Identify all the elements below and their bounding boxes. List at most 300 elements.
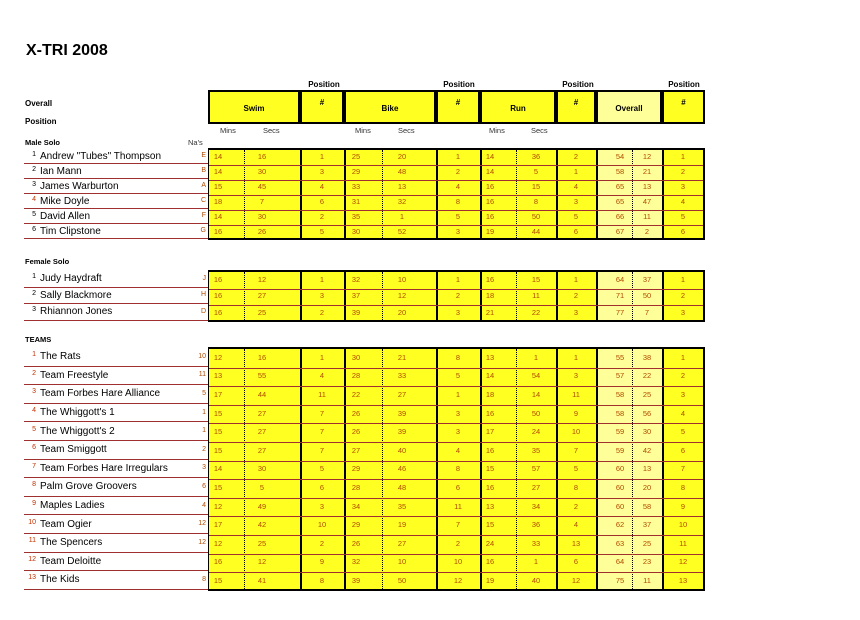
run-position: 3 (573, 371, 579, 381)
run-position: 3 (573, 197, 579, 206)
swim-mins: 18 (213, 197, 223, 206)
competitor-name: The Rats (40, 351, 81, 363)
overall-rank: 4 (32, 195, 36, 203)
bike-header (344, 90, 436, 124)
competitor-name-cell (24, 290, 112, 301)
bike-secs: 52 (397, 227, 407, 236)
competitor-name-cell (24, 181, 119, 192)
swim-secs: 16 (257, 352, 267, 362)
run-secs: 1 (533, 352, 539, 362)
competitor-name-cell (24, 537, 102, 548)
row-underline (24, 238, 208, 239)
run-mins: 15 (485, 464, 495, 474)
nas-code: 1 (202, 427, 206, 435)
swim-position: 7 (319, 427, 325, 437)
run-mins: 19 (485, 227, 495, 236)
swim-position: 7 (319, 445, 325, 455)
nas-code: 12 (198, 538, 206, 546)
run-position: 2 (573, 291, 579, 301)
swim-position: 8 (319, 575, 325, 585)
table-row (0, 304, 860, 321)
nas-code: 2 (202, 445, 206, 453)
swim-mins: 16 (213, 307, 223, 317)
table-row (0, 271, 860, 288)
swim-position: 11 (318, 389, 326, 399)
bike-mins: 28 (351, 371, 361, 381)
swim-secs: 25 (257, 538, 267, 548)
bike-position: 8 (455, 352, 461, 362)
swim-position: 4 (319, 371, 325, 381)
overall-secs: 11 (643, 575, 651, 585)
swim-secs: 30 (257, 464, 267, 474)
overall-rank: 1 (32, 351, 36, 359)
run-position: 9 (573, 408, 579, 418)
bike-mins: 33 (351, 182, 361, 191)
run-position: 6 (573, 557, 579, 567)
overall-rank: 3 (32, 306, 36, 314)
bike-secs: 13 (397, 182, 407, 191)
bike-secs: 21 (397, 352, 407, 362)
overall-mins: 57 (615, 371, 625, 381)
overall-mins: 63 (615, 538, 625, 548)
competitor-name: James Warburton (40, 180, 119, 192)
swim-position: 3 (319, 501, 325, 511)
competitor-name-cell (24, 226, 101, 237)
bike-secs: 40 (397, 445, 407, 455)
overall-position-header (662, 90, 705, 124)
swim-secs: 45 (257, 182, 267, 191)
table-row (0, 553, 860, 572)
competitor-name-cell (24, 426, 115, 437)
overall-position: 1 (680, 352, 686, 362)
nas-code: B (201, 167, 206, 174)
overall-mins: 60 (615, 501, 625, 511)
section-label: TEAMS (25, 335, 52, 344)
overall-secs: 2 (644, 227, 650, 236)
nas-code: E (201, 152, 206, 159)
swim-mins: 17 (213, 520, 223, 530)
nas-code: 4 (202, 501, 206, 509)
overall-position: 5 (680, 427, 686, 437)
bike-position-header (436, 90, 480, 124)
swim-mins: 16 (213, 227, 223, 236)
bike-position: 1 (455, 274, 461, 284)
overall-position: 3 (680, 182, 686, 191)
run-position: 7 (573, 445, 579, 455)
overall-position: 2 (680, 291, 686, 301)
nas-code: 8 (202, 575, 206, 583)
bike-position: 11 (454, 501, 462, 511)
swim-position: 3 (319, 167, 325, 176)
overall-position: 9 (680, 501, 686, 511)
run-mins: 16 (485, 197, 495, 206)
table-row (0, 367, 860, 386)
run-secs: 57 (531, 464, 541, 474)
competitor-name: David Allen (40, 210, 91, 222)
table-row (0, 179, 860, 194)
competitor-name: Andrew "Tubes" Thompson (40, 150, 162, 162)
bike-secs: 20 (397, 152, 407, 161)
overall-mins: 71 (615, 291, 625, 301)
competitor-name-cell (24, 463, 168, 474)
competitor-name: Palm Grove Groovers (40, 481, 137, 493)
table-row (0, 497, 860, 516)
table-row (0, 441, 860, 460)
run-mins: 16 (485, 212, 495, 221)
bike-mins: 37 (351, 291, 361, 301)
run-secs: 11 (532, 291, 540, 301)
overall-rank: 7 (32, 462, 36, 470)
nas-code: D (200, 307, 206, 315)
overall-rank: 3 (32, 388, 36, 396)
swim-mins: 12 (213, 501, 223, 511)
run-secs: 44 (531, 227, 541, 236)
swim-mins: 16 (213, 274, 223, 284)
secs-label: Secs (531, 126, 548, 135)
swim-secs: 30 (257, 167, 267, 176)
overall-position: 13 (678, 575, 688, 585)
run-mins: 16 (485, 445, 495, 455)
overall-position: 1 (680, 152, 686, 161)
overall-secs: 37 (642, 274, 652, 284)
bike-secs: 10 (397, 274, 407, 284)
bike-secs: 48 (397, 482, 407, 492)
run-mins: 24 (485, 538, 495, 548)
hash-label: # (681, 98, 686, 107)
bike-mins: 26 (351, 408, 361, 418)
competitor-name: Team Deloitte (40, 555, 102, 567)
swim-mins: 16 (213, 557, 223, 567)
swim-mins: 15 (213, 482, 223, 492)
overall-mins: 60 (615, 482, 625, 492)
overall-secs: 56 (642, 408, 652, 418)
run-secs: 50 (531, 212, 541, 221)
competitor-name: Team Freestyle (40, 369, 109, 381)
run-position: 12 (571, 575, 581, 585)
section-label: Female Solo (25, 257, 70, 266)
run-mins: 16 (485, 408, 495, 418)
competitor-name: Tim Clipstone (40, 225, 101, 237)
overall-secs: 11 (643, 212, 651, 221)
overall-position: 2 (680, 167, 686, 176)
overall-position: 8 (680, 482, 686, 492)
bike-position: 6 (455, 482, 461, 492)
row-underline (24, 589, 208, 590)
swim-position: 1 (319, 152, 325, 161)
table-row (0, 209, 860, 224)
nas-code: G (200, 227, 206, 234)
run-secs: 40 (531, 575, 541, 585)
table-row (0, 224, 860, 239)
competitor-name: The Whiggott's 2 (40, 425, 115, 437)
competitor-name: Judy Haydraft (40, 273, 102, 285)
competitor-name-cell (24, 519, 92, 530)
competitor-name: Rhiannon Jones (40, 306, 113, 318)
run-secs: 27 (531, 482, 541, 492)
overall-position: 1 (680, 274, 686, 284)
overall-secs: 30 (642, 427, 652, 437)
overall-position: 2 (680, 371, 686, 381)
run-position: 6 (573, 227, 579, 236)
bike-position: 1 (455, 152, 461, 161)
run-position: 5 (573, 212, 579, 221)
overall-rank: 11 (28, 537, 36, 545)
run-position: 8 (573, 482, 579, 492)
position-label: Position (668, 80, 700, 89)
overall-rank: 6 (32, 444, 36, 452)
swim-position: 6 (319, 197, 325, 206)
run-position: 1 (573, 274, 579, 284)
overall-secs: 20 (642, 482, 652, 492)
competitor-name-cell (24, 407, 115, 418)
overall-secs: 23 (642, 557, 652, 567)
swim-mins: 15 (213, 445, 223, 455)
overall-secs: 21 (642, 167, 652, 176)
bike-mins: 29 (351, 167, 361, 176)
bike-mins: 29 (351, 520, 361, 530)
run-secs: 22 (531, 307, 541, 317)
overall-rank: 8 (32, 481, 36, 489)
overall-mins: 64 (615, 274, 625, 284)
overall-rank: 12 (28, 555, 36, 563)
nas-code: 6 (202, 482, 206, 490)
competitor-name: Ian Mann (40, 165, 82, 177)
table-row (0, 149, 860, 164)
competitor-name-cell (24, 556, 101, 567)
overall-mins: 65 (615, 197, 625, 206)
bike-position: 8 (455, 464, 461, 474)
swim-position: 10 (317, 520, 327, 530)
competitor-name-cell (24, 444, 107, 455)
overall-rank: 2 (32, 165, 36, 173)
competitor-name: The Whiggott's 1 (40, 407, 115, 419)
bike-mins: 29 (351, 464, 361, 474)
table-row (0, 194, 860, 209)
run-position: 10 (571, 427, 581, 437)
overall-rank: 5 (32, 425, 36, 433)
overall-mins: 62 (615, 520, 625, 530)
run-position: 13 (571, 538, 581, 548)
bike-secs: 50 (397, 575, 407, 585)
swim-mins: 15 (213, 408, 223, 418)
bike-position: 1 (455, 389, 461, 399)
run-secs: 36 (531, 520, 541, 530)
overall-mins: 65 (615, 182, 625, 191)
swim-position: 7 (319, 408, 325, 418)
competitor-name: Team Ogier (40, 518, 92, 530)
run-mins: 14 (485, 167, 495, 176)
competitor-name: Maples Ladies (40, 500, 105, 512)
overall-mins: 54 (615, 152, 625, 161)
overall-position: 3 (680, 307, 686, 317)
run-mins: 13 (485, 501, 495, 511)
run-secs: 15 (531, 274, 541, 284)
run-secs: 1 (533, 557, 539, 567)
bike-secs: 20 (397, 307, 407, 317)
run-position: 3 (573, 307, 579, 317)
competitor-name: Mike Doyle (40, 195, 90, 207)
run-secs: 34 (531, 501, 541, 511)
overall-rank: 4 (32, 407, 36, 415)
bike-mins: 26 (351, 538, 361, 548)
bike-position: 3 (455, 227, 461, 236)
nas-code: 5 (202, 389, 206, 397)
run-mins: 16 (485, 482, 495, 492)
bike-mins: 31 (351, 197, 361, 206)
bike-secs: 33 (397, 371, 407, 381)
competitor-name-cell (24, 500, 104, 511)
competitor-name: Team Forbes Hare Irregulars (40, 462, 168, 474)
nas-label: Na's (188, 138, 203, 147)
bike-position: 2 (455, 538, 461, 548)
bike-position: 2 (455, 167, 461, 176)
table-row (0, 385, 860, 404)
overall-mins: 58 (615, 408, 625, 418)
overall-secs: 50 (642, 291, 652, 301)
bike-secs: 48 (397, 167, 407, 176)
bike-mins: 35 (351, 212, 361, 221)
competitor-name-cell (24, 574, 79, 585)
bike-mins: 27 (351, 445, 361, 455)
bike-mins: 28 (351, 482, 361, 492)
run-mins: 18 (485, 389, 495, 399)
overall-position: 6 (680, 227, 686, 236)
overall-mins: 60 (615, 464, 625, 474)
swim-position: 5 (319, 227, 325, 236)
nas-code: J (202, 274, 206, 282)
bike-position: 12 (453, 575, 463, 585)
overall-mins: 59 (615, 427, 625, 437)
overall-rank: 1 (32, 273, 36, 281)
row-underline (24, 320, 208, 321)
overall-position-label: Position (25, 117, 57, 126)
bike-secs: 12 (397, 291, 407, 301)
overall-mins: 64 (615, 557, 625, 567)
bike-mins: 25 (351, 152, 361, 161)
swim-secs: 12 (257, 274, 267, 284)
run-secs: 5 (533, 167, 539, 176)
page-title: X-TRI 2008 (26, 42, 108, 59)
competitor-name: Team Smiggott (40, 444, 107, 456)
table-row (0, 164, 860, 179)
bike-mins: 30 (351, 227, 361, 236)
overall-mins: 77 (615, 307, 625, 317)
hash-label: # (455, 98, 461, 107)
competitor-name: Sally Blackmore (40, 289, 112, 301)
swim-position: 2 (319, 307, 325, 317)
swim-position: 2 (319, 538, 325, 548)
swim-secs: 42 (257, 520, 267, 530)
table-row (0, 348, 860, 367)
bike-mins: 39 (351, 307, 361, 317)
position-label: Position (443, 80, 475, 89)
overall-secs: 7 (644, 307, 650, 317)
overall-rank: 1 (32, 150, 36, 158)
swim-secs: 55 (257, 371, 267, 381)
position-label: Position (562, 80, 594, 89)
section-label: Male Solo (25, 138, 61, 147)
overall-secs: 38 (642, 352, 652, 362)
bike-secs: 39 (397, 427, 407, 437)
swim-position: 3 (319, 291, 325, 301)
bike-secs: 27 (397, 389, 407, 399)
overall-rank: 10 (28, 518, 36, 526)
swim-secs: 16 (257, 152, 267, 161)
run-mins: 15 (485, 520, 495, 530)
run-secs: 15 (531, 182, 541, 191)
overall-mins: 58 (615, 167, 625, 176)
bike-position: 3 (455, 427, 461, 437)
run-mins: 16 (485, 182, 495, 191)
overall-mins: 75 (615, 575, 625, 585)
run-position: 1 (573, 352, 579, 362)
swim-mins: 14 (213, 152, 223, 161)
swim-header (208, 90, 300, 124)
swim-mins: 12 (213, 538, 223, 548)
overall-position-label: Overall (25, 99, 53, 108)
competitor-name-cell (24, 370, 108, 381)
competitor-name-cell (24, 166, 82, 177)
swim-mins: 14 (213, 167, 223, 176)
bike-header-label: Bike (381, 104, 399, 113)
overall-mins: 66 (615, 212, 625, 221)
overall-rank: 2 (32, 369, 36, 377)
bike-mins: 26 (351, 427, 361, 437)
overall-rank: 9 (32, 500, 36, 508)
position-label: Position (308, 80, 340, 89)
overall-secs: 13 (642, 182, 652, 191)
bike-position: 10 (453, 557, 463, 567)
swim-secs: 27 (257, 291, 267, 301)
nas-code: 1 (202, 408, 206, 416)
swim-secs: 25 (257, 307, 267, 317)
run-position: 2 (573, 152, 579, 161)
mins-label: Mins (489, 126, 505, 135)
overall-rank: 3 (32, 180, 36, 188)
swim-secs: 49 (257, 501, 267, 511)
competitor-name-cell (24, 351, 81, 362)
run-header (480, 90, 556, 124)
run-secs: 33 (531, 538, 541, 548)
secs-label: Secs (398, 126, 415, 135)
overall-position: 6 (680, 445, 686, 455)
run-position: 11 (572, 389, 580, 399)
swim-secs: 44 (257, 389, 267, 399)
competitor-name-cell (24, 196, 89, 207)
swim-mins: 16 (213, 291, 223, 301)
table-row (0, 422, 860, 441)
run-secs: 35 (531, 445, 541, 455)
run-mins: 14 (485, 152, 495, 161)
swim-mins: 15 (213, 427, 223, 437)
run-mins: 13 (485, 352, 495, 362)
overall-secs: 25 (642, 389, 652, 399)
table-row (0, 515, 860, 534)
nas-code: 3 (202, 464, 206, 472)
overall-secs: 13 (642, 464, 652, 474)
swim-header-label: Swim (243, 104, 265, 113)
swim-mins: 15 (213, 575, 223, 585)
bike-secs: 32 (397, 197, 407, 206)
swim-secs: 12 (257, 557, 267, 567)
bike-position: 2 (455, 291, 461, 301)
bike-position: 5 (455, 371, 461, 381)
bike-secs: 10 (397, 557, 407, 567)
swim-secs: 30 (257, 212, 267, 221)
run-mins: 16 (485, 557, 495, 567)
swim-position-header (300, 90, 344, 124)
swim-secs: 5 (259, 482, 265, 492)
